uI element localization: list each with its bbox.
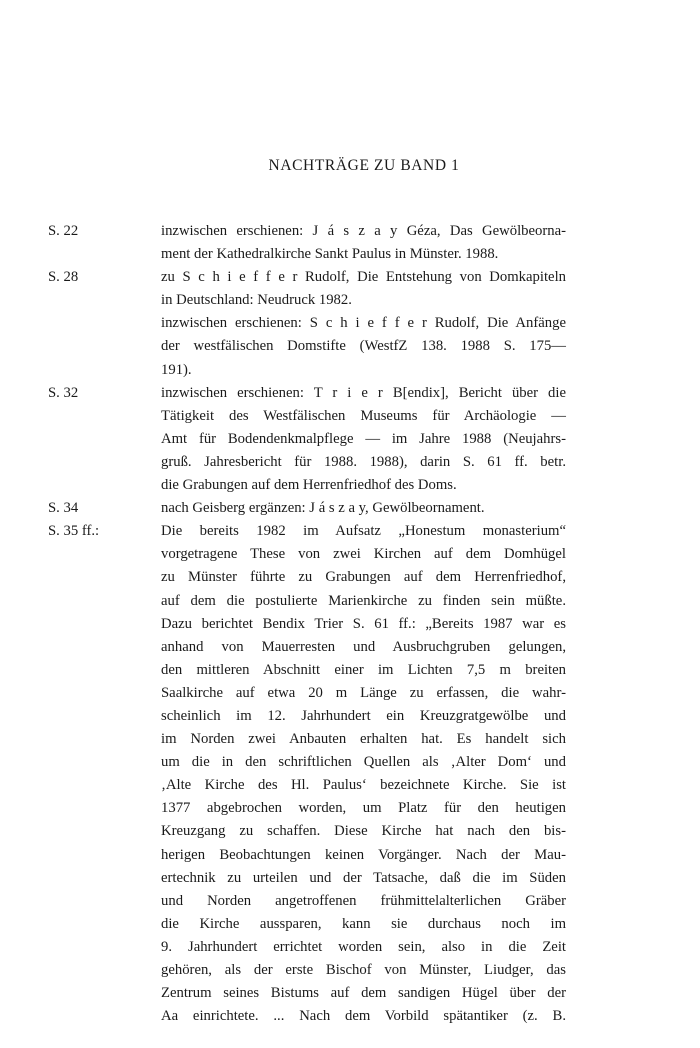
text-line: zu Münster führte zu Grabungen auf dem Herrenfriedhof, [161, 569, 566, 586]
text-line: gruß. Jahresbericht für 1988. 1988), darin S. 61 ff. betr. [161, 453, 566, 470]
addendum-text [161, 266, 566, 381]
page-reference: S. 35 ff.: [48, 523, 100, 540]
text-line: und Norden angetroffenen frühmittelalterlichen Gräber [161, 892, 566, 909]
page-heading: NACHTRÄGE ZU BAND 1 [268, 157, 460, 174]
text-line: gehören, als der erste Bischof von Münster, Liudger, das [161, 962, 566, 978]
page-reference: S. 34 [48, 500, 79, 517]
text-line: Zentrum seines Bistums auf dem sandigen Hügel über der [161, 985, 566, 1002]
text-line: 191). [161, 361, 192, 378]
addendum-entry [48, 520, 654, 1028]
page-reference: S. 32 [48, 384, 79, 401]
addendum-text [161, 382, 566, 497]
text-line: im Norden zwei Anbauten erhalten hat. Es handelt sich [161, 731, 566, 748]
text-line: auf dem die postulierte Marienkirche zu finden sein müßte. [161, 592, 566, 609]
text-line: ment der Kathedralkirche Sankt Paulus in Münster. 1988. [161, 246, 499, 263]
text-line: Dazu berichtet Bendix Trier S. 61 ff.: „Bereits 1987 war es [161, 615, 566, 632]
text-line: scheinlich im 12. Jahrhundert ein Kreuzgratgewölbe und [161, 707, 566, 724]
addendum-text [161, 520, 566, 1028]
text-line: herigen Beobachtungen keinen Vorgänger. Nach der Mau- [161, 846, 566, 863]
text-line: Kreuzgang zu schaffen. Diese Kirche hat nach den bis- [161, 823, 566, 840]
text-line: 1377 abgebrochen worden, um Platz für den heutigen [161, 800, 566, 817]
addendum-entry [48, 497, 654, 520]
text-line: um die in den schriftlichen Quellen als ‚Alter Dom‘ und [161, 754, 566, 771]
text-line: Amt für Bodendenkmalpflege — im Jahre 1988 (Neujahrs- [161, 430, 566, 447]
text-line: nach Geisberg ergänzen: J á s z a y, Gewölbeornament. [161, 500, 485, 517]
text-line: inzwischen erschienen: S c h i e f f e r Rudolf, Die Anfänge [161, 315, 566, 332]
text-line: zu S c h i e f f e r Rudolf, Die Entstehung von Domkapiteln [161, 269, 566, 286]
page-reference: S. 28 [48, 269, 79, 286]
text-line: vorgetragene These von zwei Kirchen auf dem Domhügel [161, 546, 566, 563]
text-line: den mittleren Abschnitt einer im Lichten 7,5 m breiten [161, 661, 566, 678]
page-reference: S. 22 [48, 223, 79, 239]
addendum-text [161, 220, 566, 266]
text-line: Die bereits 1982 im Aufsatz „Honestum monasterium“ [161, 523, 566, 540]
text-line: die Kirche aussparen, kann sie durchaus noch im [161, 915, 566, 932]
addendum-entry [48, 382, 654, 497]
text-line: die Grabungen auf dem Herrenfriedhof des Doms. [161, 477, 457, 494]
addendum-entry [48, 266, 654, 381]
addenda-list [48, 220, 654, 1028]
text-line: inzwischen erschienen: T r i e r B[endix], Bericht über die [161, 384, 566, 401]
text-line: Saalkirche auf etwa 20 m Länge zu erfassen, die wahr- [161, 684, 566, 701]
text-line: Aa einrichtete. ... Nach dem Vorbild spätantiker (z. B. [161, 1008, 566, 1025]
text-line: anhand von Mauerresten und Ausbruchgruben gelungen, [161, 638, 566, 655]
text-line: in Deutschland: Neudruck 1982. [161, 292, 352, 309]
text-line: inzwischen erschienen: J á s z a y Géza, Das Gewölbeorna- [161, 223, 566, 239]
text-line: Tätigkeit des Westfälischen Museums für Archäologie — [161, 407, 566, 424]
text-line: 9. Jahrhundert errichtet worden sein, also in die Zeit [161, 938, 566, 955]
addendum-text [161, 497, 566, 520]
text-line: ertechnik zu urteilen und der Tatsache, daß die im Süden [161, 869, 566, 886]
addendum-entry [48, 220, 654, 266]
text-line: ‚Alte Kirche des Hl. Paulus‘ bezeichnete Kirche. Sie ist [161, 777, 566, 794]
text-line: der westfälischen Domstifte (WestfZ 138. 1988 S. 175— [161, 338, 566, 355]
